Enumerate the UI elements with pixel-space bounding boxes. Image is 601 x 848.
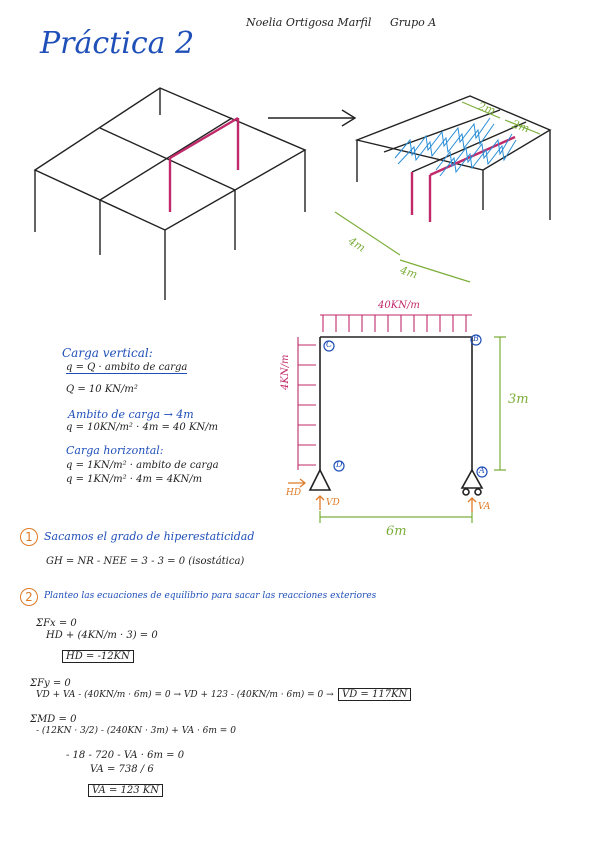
- vd-result: VD = 117KN: [338, 688, 411, 701]
- step1-title: Sacamos el grado de hiperestaticidad: [44, 530, 255, 543]
- va-label: VA: [478, 502, 491, 512]
- frame-width-label: 6m: [386, 524, 407, 539]
- sum-m-head: ΣMD = 0: [30, 714, 77, 725]
- group-name: Grupo A: [390, 16, 437, 29]
- horizontal-load-eq1: q = 1KN/m² · ambito de carga: [66, 460, 219, 471]
- frame-height-label: 3m: [508, 392, 529, 407]
- hd-label: HD: [286, 488, 302, 498]
- vd-label: VD: [326, 498, 340, 508]
- vertical-load-title: Carga vertical:: [62, 346, 153, 360]
- step2-number: 2: [20, 588, 38, 606]
- va-result: VA = 123 KN: [88, 784, 163, 797]
- sum-fy-eq: VD + VA - (40KN/m · 6m) = 0 → VD + 123 - (40KN/m · 6m) = 0 →: [36, 690, 334, 700]
- ambito-title: Ambito de carga → 4m: [68, 408, 194, 421]
- sum-m-eq2: - 18 - 720 - VA · 6m = 0: [66, 750, 185, 761]
- author-name: Noelia Ortigosa Marfil: [246, 16, 372, 29]
- dimension-4m-bottom: 4m: [398, 263, 420, 282]
- node-c-label: C: [326, 340, 333, 349]
- hd-result: HD = -12KN: [62, 650, 134, 663]
- sum-fx-head: ΣFx = 0: [36, 618, 77, 629]
- dimension-2m-right: 2m: [510, 117, 532, 136]
- load-left-label: 4KN/m: [280, 354, 291, 390]
- node-d-label: D: [336, 460, 343, 469]
- page-title: Práctica 2: [40, 26, 195, 61]
- sum-m-eq: - (12KN · 3/2) - (240KN · 3m) + VA · 6m = 0: [36, 726, 236, 736]
- node-a-label: A: [479, 466, 485, 475]
- dimension-2m-top: 2m: [476, 99, 498, 118]
- q-value: Q = 10 KN/m²: [66, 384, 138, 395]
- vertical-load-eq: q = Q · ambito de carga: [66, 362, 188, 373]
- sum-fy-head: ΣFy = 0: [30, 678, 71, 689]
- step2-title: Planteo las ecuaciones de equilibrio para sacar las reacciones exteriores: [44, 591, 377, 601]
- sum-m-eq3: VA = 738 / 6: [90, 764, 154, 775]
- step1-number: 1: [20, 528, 38, 546]
- ambito-eq: q = 10KN/m² · 4m = 40 KN/m: [66, 422, 219, 433]
- horizontal-load-eq2: q = 1KN/m² · 4m = 4KN/m: [66, 474, 203, 485]
- step1-equation: GH = NR - NEE = 3 - 3 = 0 (isostática): [46, 556, 245, 567]
- node-b-label: B: [473, 334, 479, 343]
- load-top-label: 40KN/m: [378, 300, 420, 311]
- sum-fx-eq: HD + (4KN/m · 3) = 0: [46, 630, 158, 641]
- dimension-4m-left: 4m: [345, 234, 368, 255]
- horizontal-load-title: Carga horizontal:: [66, 444, 164, 457]
